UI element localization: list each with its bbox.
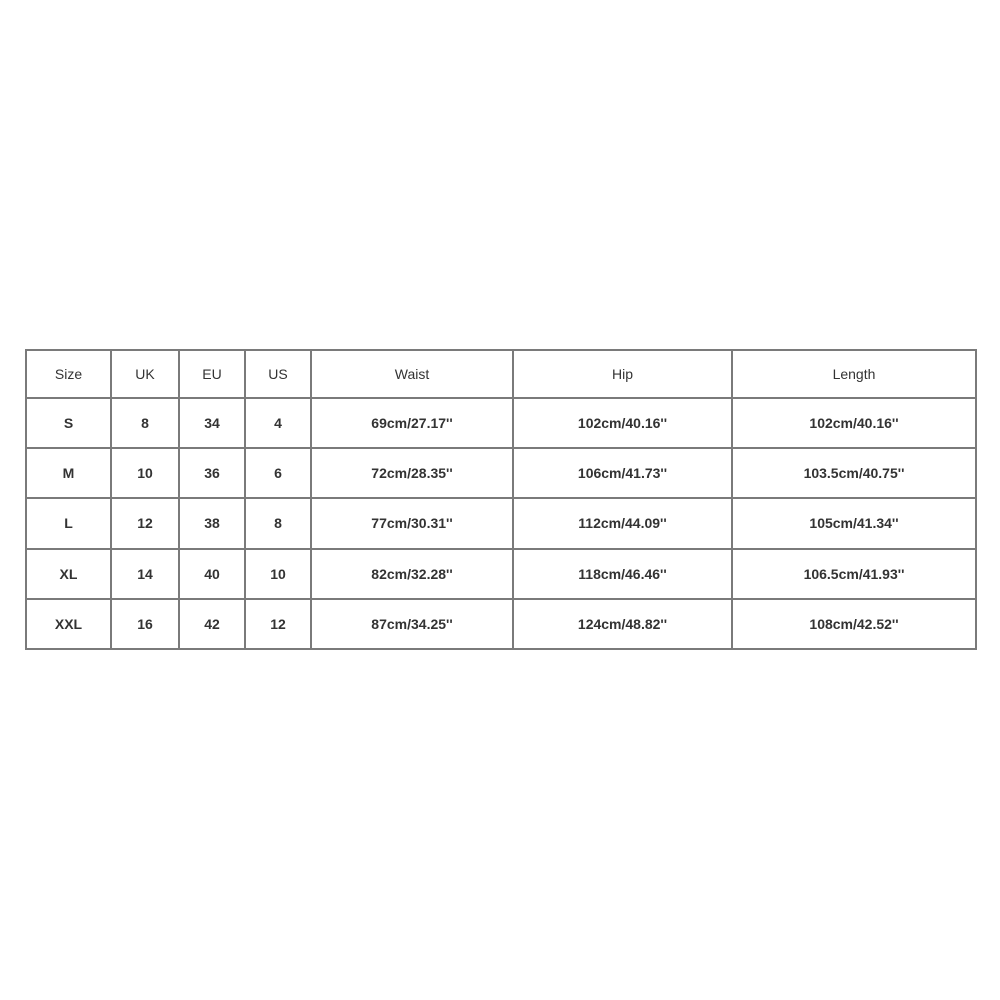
header-length: Length [732, 350, 976, 398]
cell-hip: 118cm/46.46'' [513, 549, 732, 599]
cell-hip: 112cm/44.09'' [513, 498, 732, 548]
cell-uk: 16 [111, 599, 179, 649]
table-row [26, 498, 976, 548]
cell-uk: 10 [111, 448, 179, 498]
cell-eu: 36 [179, 448, 245, 498]
cell-waist: 82cm/32.28'' [311, 549, 513, 599]
header-eu: EU [179, 350, 245, 398]
cell-us: 6 [245, 448, 311, 498]
table-row [26, 448, 976, 498]
header-row [26, 350, 976, 398]
cell-uk: 12 [111, 498, 179, 548]
cell-waist: 72cm/28.35'' [311, 448, 513, 498]
header-size: Size [26, 350, 111, 398]
header-waist: Waist [311, 350, 513, 398]
cell-length: 108cm/42.52'' [732, 599, 976, 649]
cell-us: 10 [245, 549, 311, 599]
cell-eu: 42 [179, 599, 245, 649]
cell-hip: 106cm/41.73'' [513, 448, 732, 498]
cell-us: 12 [245, 599, 311, 649]
cell-uk: 14 [111, 549, 179, 599]
size-chart-table [25, 349, 977, 650]
cell-waist: 69cm/27.17'' [311, 398, 513, 448]
cell-hip: 124cm/48.82'' [513, 599, 732, 649]
cell-length: 102cm/40.16'' [732, 398, 976, 448]
cell-uk: 8 [111, 398, 179, 448]
cell-size: XL [26, 549, 111, 599]
table-row [26, 549, 976, 599]
cell-size: S [26, 398, 111, 448]
cell-us: 8 [245, 498, 311, 548]
cell-length: 103.5cm/40.75'' [732, 448, 976, 498]
cell-length: 105cm/41.34'' [732, 498, 976, 548]
cell-size: M [26, 448, 111, 498]
header-us: US [245, 350, 311, 398]
cell-waist: 77cm/30.31'' [311, 498, 513, 548]
cell-length: 106.5cm/41.93'' [732, 549, 976, 599]
cell-size: L [26, 498, 111, 548]
cell-waist: 87cm/34.25'' [311, 599, 513, 649]
header-uk: UK [111, 350, 179, 398]
table-row [26, 398, 976, 448]
cell-eu: 38 [179, 498, 245, 548]
cell-eu: 34 [179, 398, 245, 448]
cell-eu: 40 [179, 549, 245, 599]
table-row [26, 599, 976, 649]
cell-hip: 102cm/40.16'' [513, 398, 732, 448]
cell-us: 4 [245, 398, 311, 448]
cell-size: XXL [26, 599, 111, 649]
header-hip: Hip [513, 350, 732, 398]
